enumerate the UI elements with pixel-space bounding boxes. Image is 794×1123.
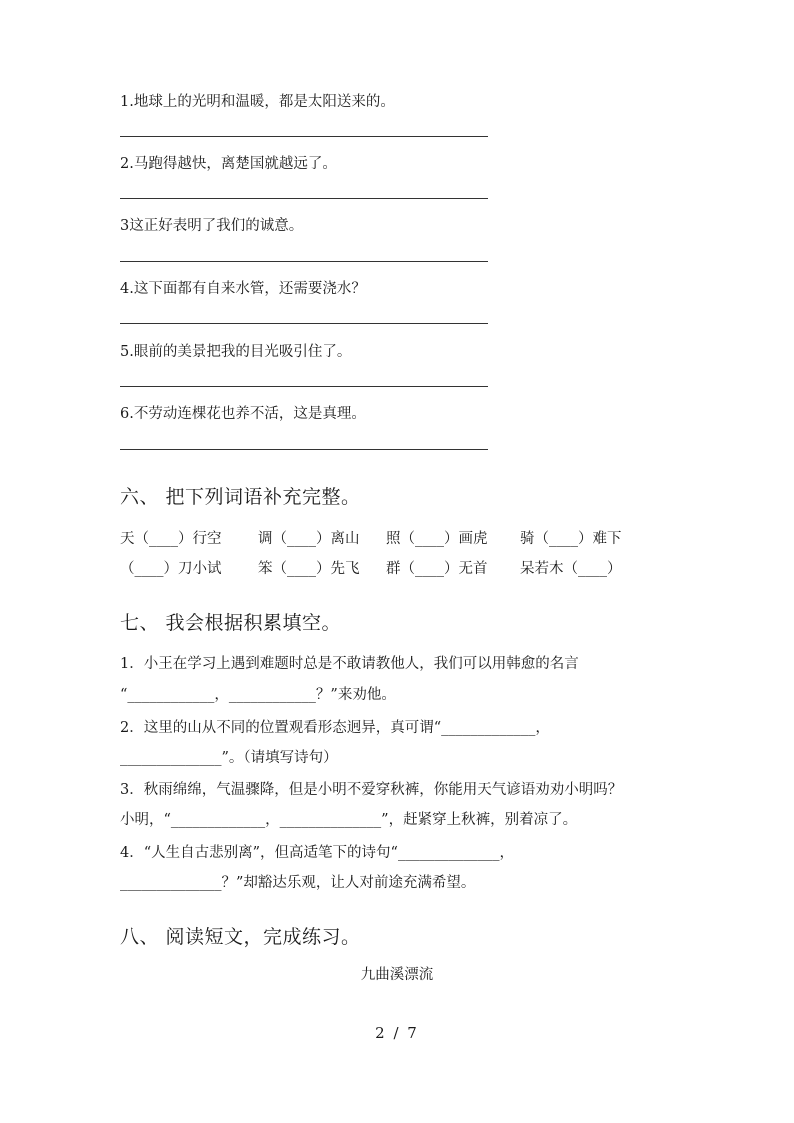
answer-line-4[interactable]: [120, 323, 488, 324]
fill-line-8[interactable]: ______________？”却豁达乐观，让人对前途充满希望。: [120, 875, 476, 891]
fill-line-4[interactable]: ______________”。（请填写诗句）: [120, 750, 338, 766]
rewrite-item-2: 2.马跑得越快，离楚国就越远了。: [120, 156, 337, 172]
idiom-row-2: [120, 557, 680, 579]
section-8-heading: 八、 阅读短文，完成练习。: [120, 926, 361, 948]
section-7-heading: 七、 我会根据积累填空。: [120, 612, 342, 634]
fill-line-5: 3．秋雨绵绵，气温骤降，但是小明不爱穿秋裤，你能用天气谚语劝劝小明吗？: [120, 782, 623, 798]
idiom-item[interactable]: 笨（____）先飞: [258, 561, 360, 577]
rewrite-item-5: 5.眼前的美景把我的目光吸引住了。: [120, 344, 352, 360]
answer-line-1[interactable]: [120, 136, 488, 137]
idiom-item[interactable]: 呆若木（____）: [520, 561, 622, 577]
rewrite-item-4: 4.这下面都有自来水管，还需要浇水？: [120, 281, 366, 297]
answer-line-2[interactable]: [120, 198, 488, 199]
fill-line-3[interactable]: 2．这里的山从不同的位置观看形态迥异，真可谓“_____________，: [120, 720, 550, 736]
fill-line-6[interactable]: 小明，“_____________，______________”，赶紧穿上秋裤，别着凉了。: [120, 812, 578, 828]
idiom-item[interactable]: 调（____）离山: [258, 531, 360, 547]
section-6-heading: 六、 把下列词语补充完整。: [120, 486, 361, 508]
idiom-item[interactable]: （____）刀小试: [120, 561, 222, 577]
idiom-row-1: [120, 527, 680, 549]
fill-line-2[interactable]: “____________，____________？”来劝他。: [120, 687, 396, 703]
answer-line-5[interactable]: [120, 386, 488, 387]
fill-line-1: 1．小王在学习上遇到难题时总是不敢请教他人，我们可以用韩愈的名言: [120, 656, 579, 672]
idiom-item[interactable]: 群（____）无首: [386, 561, 488, 577]
rewrite-item-3: 3这正好表明了我们的诚意。: [120, 218, 304, 234]
passage-title: 九曲溪漂流: [360, 967, 434, 983]
answer-line-3[interactable]: [120, 261, 488, 262]
page-number: 2 / 7: [375, 1024, 419, 1042]
idiom-item[interactable]: 照（____）画虎: [386, 531, 488, 547]
rewrite-item-6: 6.不劳动连棵花也养不活，这是真理。: [120, 406, 366, 422]
idiom-item[interactable]: 天（____）行空: [120, 531, 222, 547]
answer-line-6[interactable]: [120, 449, 488, 450]
fill-line-7[interactable]: 4．“人生自古悲别离”，但高适笔下的诗句“______________，: [120, 845, 514, 861]
idiom-item[interactable]: 骑（____）难下: [520, 531, 622, 547]
rewrite-item-1: 1.地球上的光明和温暖，都是太阳送来的。: [120, 94, 395, 110]
